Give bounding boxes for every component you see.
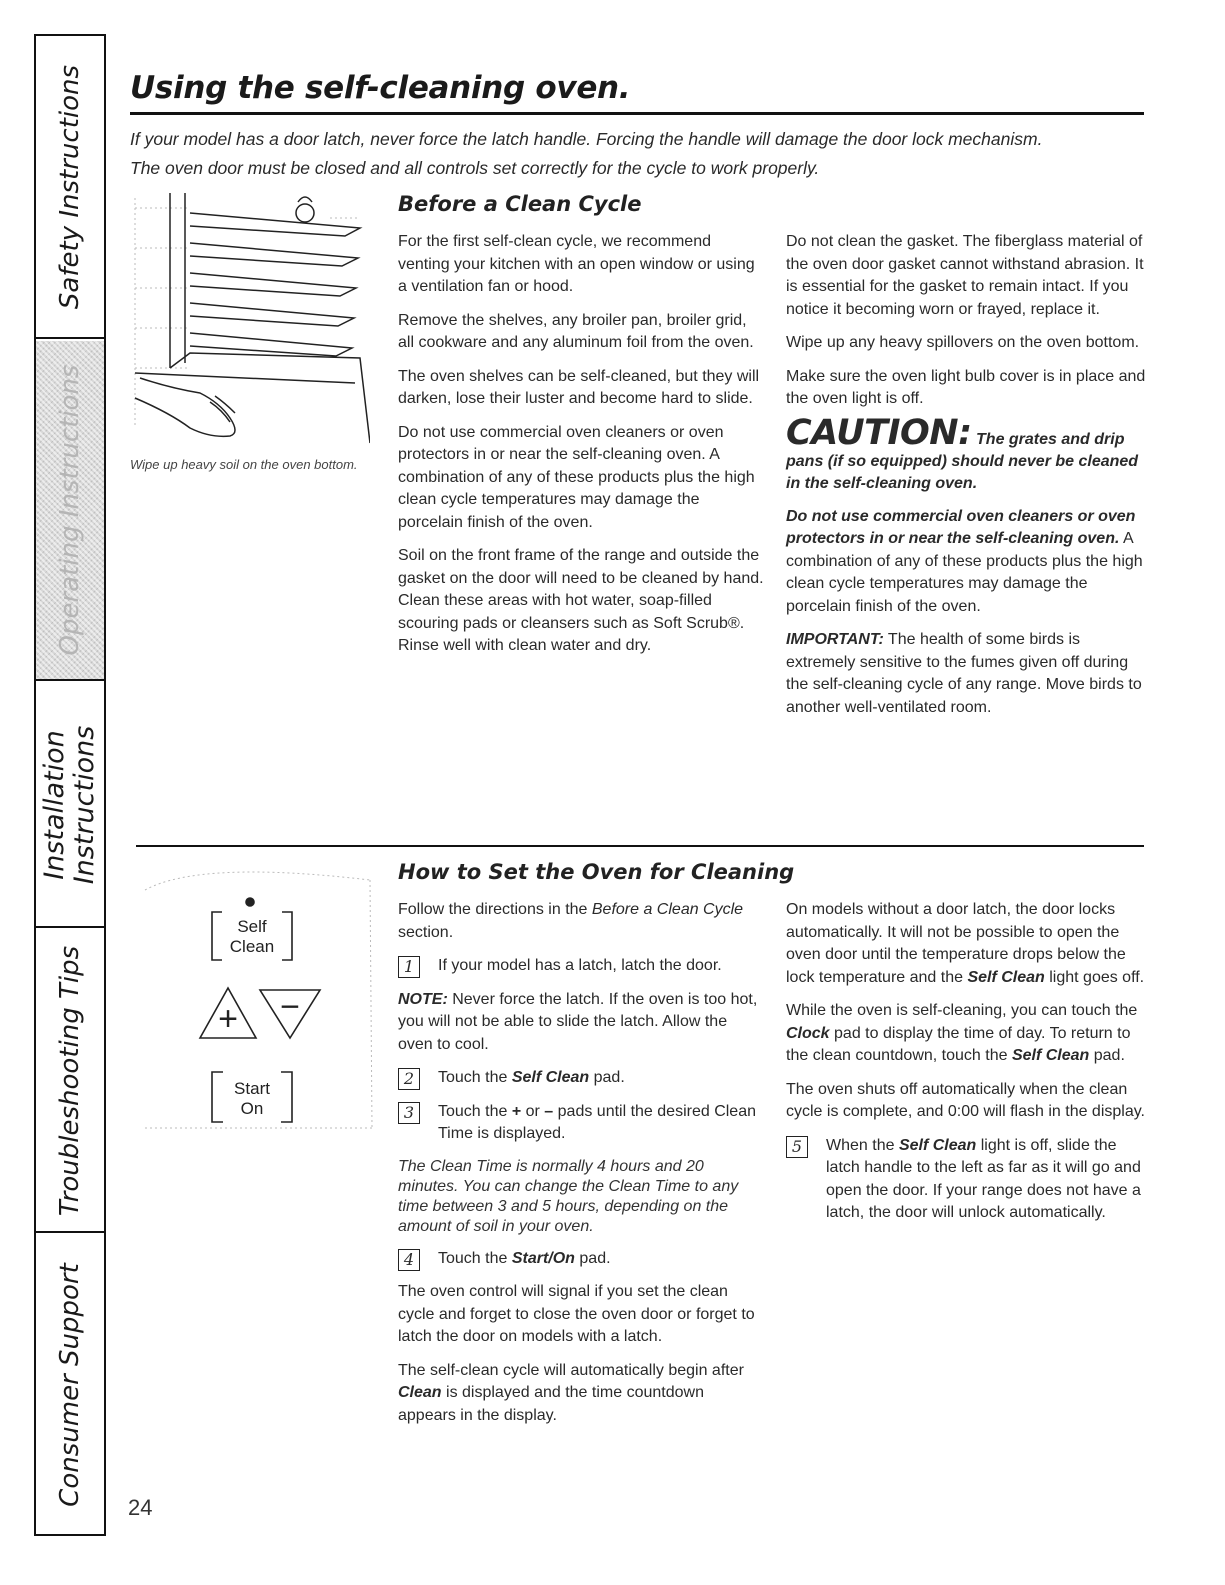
clock-ref: Clock [786,1024,830,1042]
shutoff-paragraph: The oven shuts off automatically when the clean cycle is complete, and 0:00 will flash in the display. [786,1080,1145,1120]
how-to-set-column-1 [398,899,762,1438]
step-number: 3 [398,1102,420,1124]
paragraph: Wipe up any heavy spillovers on the oven bottom. [786,334,1140,351]
begin-word: Clean [398,1384,442,1401]
control-pad-illustration [140,860,375,1130]
title-rule [130,112,1144,115]
step-pre: Touch the [438,1069,512,1086]
start-pad-line1: Start [234,1079,270,1098]
section-divider [136,845,1144,847]
paragraph: Make sure the oven light bulb cover is in place and the oven light is off. [786,367,1146,407]
tab-installation-instructions[interactable] [36,683,104,928]
step-pre: Touch the [438,1102,512,1120]
tab-safety-instructions[interactable] [36,36,104,339]
tab-label-line1: Installation [39,729,70,880]
minus-pad-label: − [280,988,300,1026]
tab-consumer-support[interactable] [36,1235,104,1534]
side-navigation [34,34,106,1536]
step-number: 1 [398,956,420,978]
text: light goes off. [1044,968,1145,986]
begin-paragraph [398,1360,762,1428]
tab-label: Safety Instructions [55,64,85,309]
note-paragraph [398,989,762,1057]
caution-label: CAUTION: [786,412,972,453]
illustration-caption: Wipe up heavy soil on the oven bottom. [130,457,358,472]
intro-line-2: The oven door must be closed and all controls set correctly for the cycle to work properly. [130,158,820,178]
step-5 [786,1135,1148,1225]
step-post: pad. [589,1069,625,1086]
follow-ref: Before a Clean Cycle [591,901,744,918]
step-pre: When the [826,1136,899,1154]
step-2 [398,1067,762,1090]
before-clean-heading: Before a Clean Cycle [398,192,642,216]
step-4 [398,1248,762,1271]
paragraph: Do not clean the gasket. The fiberglass material of the oven door gasket cannot withstand abrasion. It is essential for the gasket to remain intact. If you notice it becoming worn or frayed, replace it. [786,233,1144,318]
tab-label: Troubleshooting Tips [55,945,85,1216]
tab-label-line2: Instructions [69,725,100,884]
door-lock-paragraph [786,899,1148,989]
step-number: 2 [398,1068,420,1090]
clock-paragraph [786,1000,1148,1068]
plus-pad-label: + [218,1000,238,1038]
important-paragraph [786,629,1148,719]
warning-rest: A combination of any of these products plus the high clean cycle temperatures may damage the porcelain finish of the oven. [786,530,1143,615]
before-clean-column-2 [786,231,1148,730]
important-text: The health of some birds is extremely sensitive to the fumes given off during the self-cleaning cycle of any range. Move birds to another well-ventilated room. [786,631,1142,716]
paragraph: The oven shelves can be self-cleaned, but they will darken, lose their luster and become hard to slide. [398,367,760,407]
how-to-set-column-2 [786,899,1148,1236]
text: pad to display the time of day. To return to the clean countdown, touch the [786,1024,1131,1064]
signal-paragraph: The oven control will signal if you set the clean cycle and forget to close the oven door or forget to latch the door on models with a latch. [398,1283,755,1345]
warning-bold: Do not use commercial oven cleaners or oven protectors in or near the self-cleaning oven. [786,507,1136,547]
step-pad: Self Clean [511,1069,590,1086]
caution-block [786,412,1148,495]
step-post: pad. [574,1249,611,1267]
plus-symbol: + [511,1102,522,1120]
tab-troubleshooting-tips[interactable] [36,930,104,1233]
text: On models without a door latch, the door locks automatically. It will not be possible to open the oven door until the temperature drops below the lock temperature and the [786,901,1126,986]
begin-pre: The self-clean cycle will automatically begin after [398,1361,744,1379]
step-1 [398,955,762,978]
intro-line-1: If your model has a door latch, never force the latch handle. Forcing the handle will damage the door lock mechanism. [130,129,1043,149]
self-clean-pad-line1: Self [237,917,267,936]
step-pad: Start/On [511,1249,575,1267]
self-clean-ref: Self Clean [967,968,1045,986]
tab-label: Operating Instructions [55,364,85,656]
self-clean-ref: Self Clean [898,1136,977,1154]
tab-label: Consumer Support [55,1262,85,1507]
begin-post: is displayed and the time countdown appears in the display. [398,1384,704,1424]
follow-pre: Follow the directions in the [398,901,592,918]
start-pad-line2: On [240,1099,264,1118]
step-pre: Touch the [438,1249,512,1267]
clean-time-note: The Clean Time is normally 4 hours and 20 minutes. You can change the Clean Time to any time between 3 and 5 hours, depending on the amount of soil in your oven. [398,1157,739,1235]
minus-symbol: – [544,1102,554,1120]
tab-operating-instructions[interactable] [36,341,104,681]
paragraph: Do not use commercial oven cleaners or oven protectors in or near the self-cleaning oven. A combination of any of these products plus the high clean cycle temperatures may damage the porcelain finish of the oven. [398,423,755,531]
step-post: light is off, slide the latch handle to the left as far as it will go and open the door. If your range does not have a latch, the door will unlock automatically. [826,1136,1141,1221]
note-text: Never force the latch. If the oven is too hot, you will not be able to slide the latch. Allow the oven to cool. [398,990,758,1053]
follow-paragraph [398,899,762,944]
follow-post: section. [398,923,454,941]
note-label: NOTE: [398,990,448,1008]
page-title: Using the self-cleaning oven. [130,70,631,106]
step-text: If your model has a latch, latch the door. [438,957,722,974]
paragraph: For the first self-clean cycle, we recommend venting your kitchen with an open window or using a ventilation fan or hood. [398,233,755,295]
step-number: 4 [398,1249,420,1271]
text: pad. [1089,1047,1125,1064]
step-post: pads until the desired Clean Time is displayed. [438,1102,756,1142]
self-clean-pad-line2: Clean [229,937,275,956]
oven-interior-illustration [130,188,370,453]
self-clean-ref: Self Clean [1011,1047,1090,1064]
intro-text [130,125,1160,183]
paragraph: Remove the shelves, any broiler pan, broiler grid, all cookware and any aluminum foil from the oven. [398,311,754,351]
how-to-set-heading: How to Set the Oven for Cleaning [398,860,795,884]
before-clean-column-1 [398,231,764,669]
step-number: 5 [786,1136,808,1158]
warning-paragraph [786,506,1148,619]
important-label: IMPORTANT: [786,631,884,648]
page-number: 24 [128,1495,153,1520]
step-mid: or [521,1102,545,1120]
step-3 [398,1101,762,1146]
paragraph: Soil on the front frame of the range and outside the gasket on the door will need to be cleaned by hand. Clean these areas with hot water, soap-filled scouring pads or cleansers such as Soft Scrub®. Rinse well with clean water and dry. [398,547,764,654]
tab-label [40,725,100,884]
text: While the oven is self-cleaning, you can touch the [786,1002,1138,1019]
caution-text: The grates and drip pans (if so equipped) should never be cleaned in the self-cleaning oven. [786,430,1139,492]
